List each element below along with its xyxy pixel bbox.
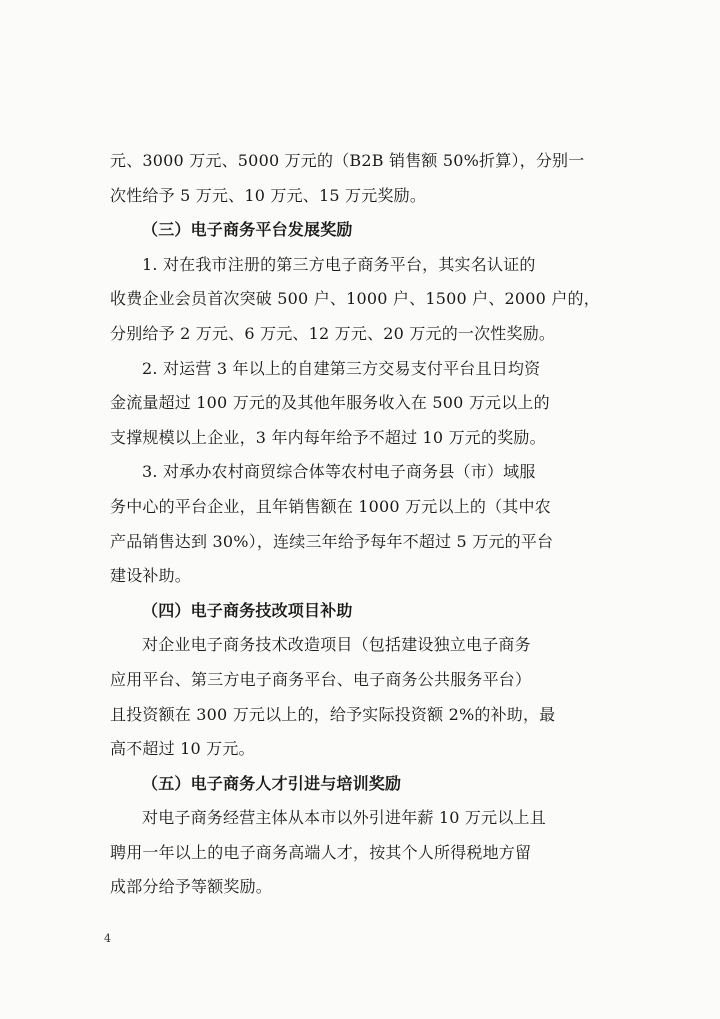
paragraph-line: 聘用一年以上的电子商务高端人才，按其个人所得税地方留 [110, 842, 532, 862]
paragraph-line: 支撑规模以上企业，3 年内每年给予不超过 10 万元的奖励。 [110, 427, 546, 447]
page-number: 4 [104, 932, 111, 945]
paragraph-line: 分别给予 2 万元、6 万元、12 万元、20 万元的一次性奖励。 [110, 323, 556, 343]
paragraph-line: 应用平台、第三方电子商务平台、电子商务公共服务平台） [110, 669, 532, 689]
paragraph-line: 收费企业会员首次突破 500 户、1000 户、1500 户、2000 户的， [110, 289, 600, 309]
paragraph-line: 对企业电子商务技术改造项目（包括建设独立电子商务 [142, 635, 531, 655]
paragraph-line: 3. 对承办农村商贸综合体等农村电子商务县（市）域服 [142, 462, 536, 482]
paragraph-line: 金流量超过 100 万元的及其他年服务收入在 500 万元以上的 [110, 393, 550, 413]
document-body [110, 144, 610, 905]
paragraph-line: 产品销售达到 30%），连续三年给予每年不超过 5 万元的平台 [110, 531, 554, 551]
paragraph-line: 且投资额在 300 万元以上的，给予实际投资额 2%的补助，最 [110, 704, 556, 724]
section-heading: （三）电子商务平台发展奖励 [142, 220, 353, 240]
section-heading: （五）电子商务人才引进与培训奖励 [142, 773, 402, 793]
paragraph-line: 2. 对运营 3 年以上的自建第三方交易支付平台且日均资 [142, 358, 541, 378]
paragraph-line: 次性给予 5 万元、10 万元、15 万元奖励。 [110, 185, 427, 205]
paragraph-line: 建设补助。 [110, 566, 192, 586]
paragraph-line: 1. 对在我市注册的第三方电子商务平台，其实名认证的 [142, 254, 536, 274]
section-heading: （四）电子商务技改项目补助 [142, 600, 353, 620]
paragraph-line: 高不超过 10 万元。 [110, 739, 255, 759]
paragraph-line: 元、3000 万元、5000 万元的（B2B 销售额 50%折算），分别一 [110, 151, 585, 170]
paragraph-line: 对电子商务经营主体从本市以外引进年薪 10 万元以上且 [142, 808, 546, 828]
paragraph-line: 务中心的平台企业，且年销售额在 1000 万元以上的（其中农 [110, 496, 551, 516]
paragraph-line: 成部分给予等额奖励。 [110, 877, 273, 897]
